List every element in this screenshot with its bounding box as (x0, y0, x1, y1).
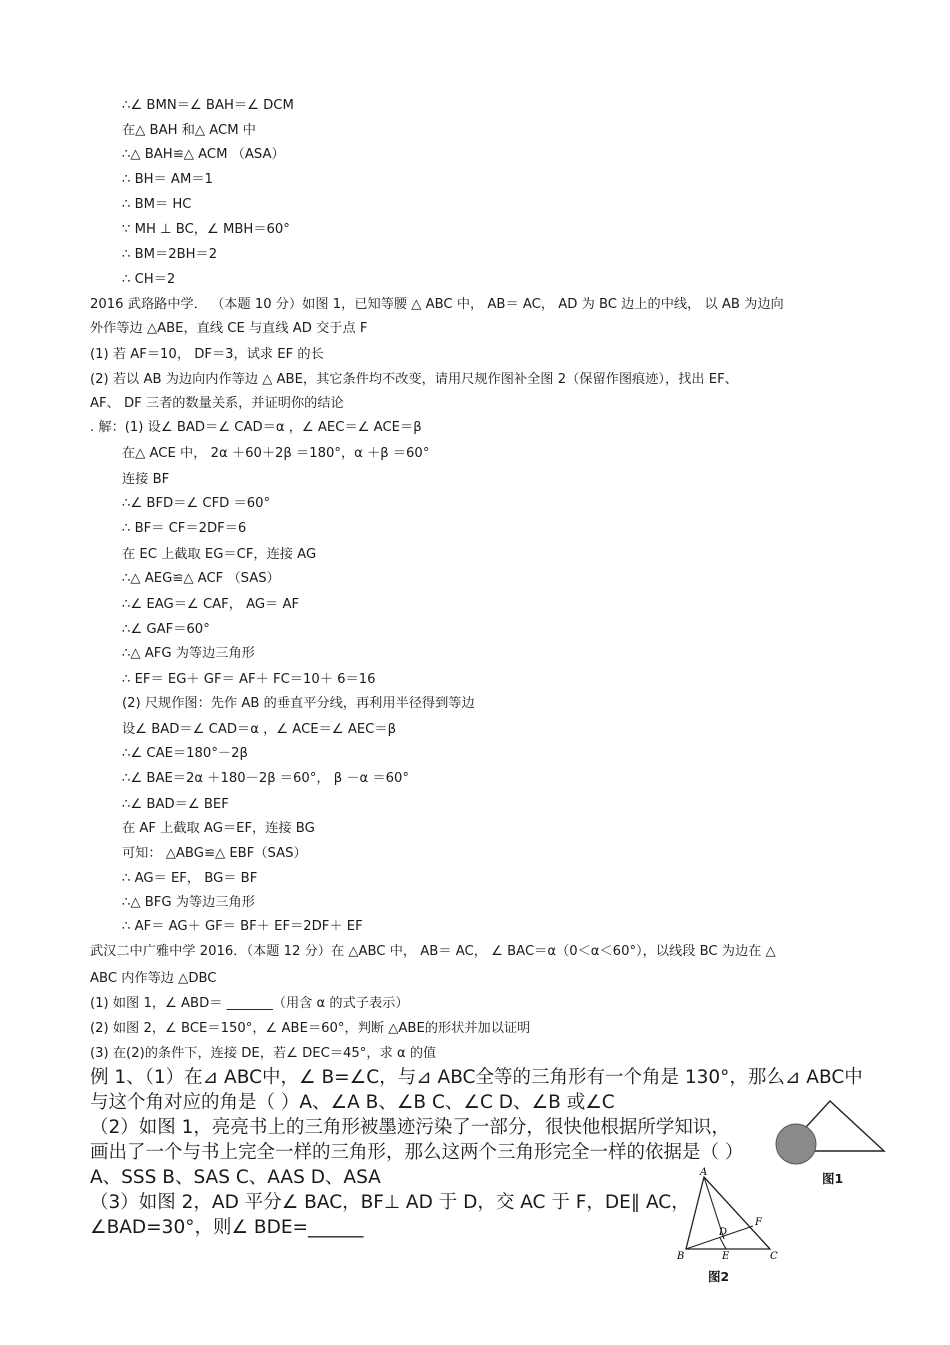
solution-line: 可知： △ABG≌△ EBF（SAS） (122, 846, 307, 861)
problem-line: (2) 若以 AB 为边向内作等边 △ ABE，其它条件均不改变，请用尺规作图补全图 2（保留作图痕迹），找出 EF、 (90, 372, 738, 387)
point-label-b: B (677, 1251, 685, 1262)
figure-1-caption: 图1 (822, 1171, 844, 1186)
example-line: A、SSS B、SAS C、AAS D、ASA (90, 1167, 381, 1188)
problem-line: (3) 在(2)的条件下，连接 DE，若∠ DEC＝45°，求 α 的值 (90, 1046, 437, 1061)
solution-line: ∴△ BFG 为等边三角形 (122, 895, 255, 910)
example-line: （3）如图 2，AD 平分∠ BAC，BF⊥ AD 于 D，交 AC 于 F，DE∥ AC， (90, 1192, 690, 1213)
point-label-d: D (719, 1227, 728, 1238)
example-line: 画出了一个与书上完全一样的三角形，那么这两个三角形完全一样的依据是（ ） (90, 1142, 744, 1163)
problem-line: 外作等边 △ABE，直线 CE 与直线 AD 交于点 F (90, 321, 368, 336)
proof-line: ∴∠ BMN＝∠ BAH＝∠ DCM (122, 98, 294, 113)
figure-1 (772, 1095, 892, 1190)
problem-line: AF、 DF 三者的数量关系，并证明你的结论 (90, 396, 344, 411)
solution-line: ∴ AG＝ EF， BG＝ BF (122, 871, 258, 886)
solution-line: ∴∠ BAE＝2α ＋180－2β ＝60°， β －α ＝60° (122, 771, 409, 786)
figure-2 (672, 1165, 787, 1285)
proof-line: 在△ BAH 和△ ACM 中 (122, 123, 256, 138)
solution-line: 在△ ACE 中， 2α ＋60＋2β ＝180°，α ＋β ＝60° (122, 446, 430, 461)
point-label-f: F (755, 1217, 762, 1228)
solution-line: ∴∠ CAE＝180°－2β (122, 746, 248, 761)
point-label-e: E (722, 1251, 730, 1262)
proof-line: ∴ BH＝ AM＝1 (122, 172, 213, 187)
solution-line: ∴ AF＝ AG＋ GF＝ BF＋ EF＝2DF＋ EF (122, 919, 363, 934)
solution-line: 连接 BF (122, 472, 170, 487)
example-line: 与这个角对应的角是（ ）A、∠A B、∠B C、∠C D、∠B 或∠C (90, 1092, 615, 1113)
solution-line: ∴∠ GAF＝60° (122, 622, 210, 637)
solution-line: ∴∠ BFD＝∠ CFD ＝60° (122, 496, 271, 511)
problem-line: (1) 如图 1，∠ ABD＝ _______（用含 α 的式子表示） (90, 996, 409, 1011)
solution-line: 设∠ BAD＝∠ CAD＝α ，∠ ACE＝∠ AEC＝β (122, 722, 396, 737)
figure-2-caption: 图2 (708, 1269, 730, 1284)
solution-line: 在 EC 上截取 EG＝CF，连接 AG (122, 547, 317, 562)
problem-line: ABC 内作等边 △DBC (90, 971, 217, 986)
proof-line: ∴△ BAH≌△ ACM （ASA） (122, 147, 285, 162)
solution-line: ∴△ AFG 为等边三角形 (122, 646, 255, 661)
problem-line: 武汉二中广雅中学 2016．（本题 12 分）在 △ABC 中， AB＝ AC， ∠ BAC＝α（0＜α＜60°），以线段 BC 为边在 △ (90, 944, 776, 959)
solution-line: (2) 尺规作图：先作 AB 的垂直平分线，再利用半径得到等边 (122, 696, 475, 711)
example-line: （2）如图 1，亮亮书上的三角形被墨迹污染了一部分，很快他根据所学知识， (90, 1117, 730, 1138)
solution-line: ∴ EF＝ EG＋ GF＝ AF＋ FC＝10＋ 6＝16 (122, 672, 376, 687)
problem-line: 2016 武珞路中学． （本题 10 分）如图 1，已知等腰 △ ABC 中， AB＝ AC， AD 为 BC 边上的中线， 以 AB 为边向 (90, 297, 784, 312)
example-line: 例 1、（1）在⊿ ABC中，∠ B=∠C，与⊿ ABC全等的三角形有一个角是 130°，那么⊿ ABC中 (90, 1067, 863, 1088)
example-line: ∠BAD=30°，则∠ BDE=______ (90, 1217, 364, 1238)
proof-line: ∴ BM＝ HC (122, 197, 192, 212)
solution-line: ∴ BF＝ CF＝2DF＝6 (122, 521, 247, 536)
solution-line: ∴∠ EAG＝∠ CAF， AG＝ AF (122, 597, 300, 612)
problem-line: . 解：(1) 设∠ BAD＝∠ CAD＝α ，∠ AEC＝∠ ACE＝β (90, 420, 422, 435)
point-label-a: A (700, 1167, 708, 1178)
ink-blot (776, 1124, 816, 1164)
solution-line: 在 AF 上截取 AG＝EF，连接 BG (122, 821, 315, 836)
problem-line: (2) 如图 2，∠ BCE＝150°，∠ ABE＝60°，判断 △ABE的形状并加以证明 (90, 1021, 531, 1036)
solution-line: ∴∠ BAD＝∠ BEF (122, 797, 229, 812)
proof-line: ∴ CH＝2 (122, 272, 176, 287)
problem-line: (1) 若 AF＝10， DF＝3，试求 EF 的长 (90, 347, 324, 362)
solution-line: ∴△ AEG≌△ ACF （SAS） (122, 571, 280, 586)
triangle-bde-diagram (672, 1165, 787, 1265)
proof-line: ∴ BM＝2BH＝2 (122, 247, 218, 262)
stained-triangle-diagram (772, 1095, 892, 1167)
proof-line: ∵ MH ⊥ BC，∠ MBH＝60° (122, 222, 290, 237)
point-label-c: C (770, 1251, 778, 1262)
